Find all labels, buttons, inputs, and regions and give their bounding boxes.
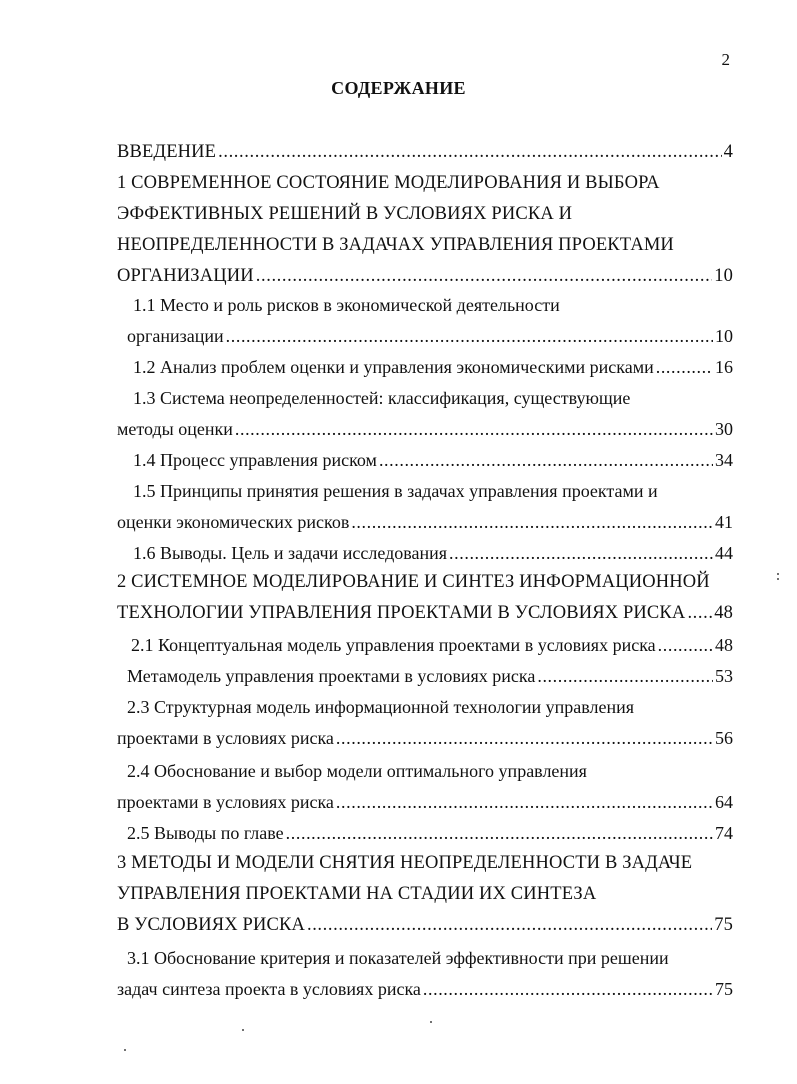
toc-page-number: 16 — [715, 357, 733, 377]
toc-leader-dots — [449, 538, 713, 568]
toc-entry-text: ТЕХНОЛОГИИ УПРАВЛЕНИЯ ПРОЕКТАМИ В УСЛОВИЯХ РИСКА — [117, 603, 686, 623]
toc-entry-text: оценки экономических рисков — [117, 512, 350, 532]
toc-entry-chapter-3[interactable] — [117, 910, 733, 940]
toc-entry-section-1-1[interactable] — [127, 321, 733, 351]
toc-chapter-3-line[interactable]: УПРАВЛЕНИЯ ПРОЕКТАМИ НА СТАДИИ ИХ СИНТЕЗА — [117, 884, 597, 904]
toc-entry-text: ВВЕДЕНИЕ — [117, 142, 217, 162]
scan-speck — [430, 1021, 432, 1023]
scan-speck — [242, 1029, 244, 1031]
toc-leader-dots — [656, 352, 713, 382]
toc-entry-chapter-2[interactable] — [117, 598, 733, 628]
toc-section-1-1-line[interactable]: 1.1 Место и роль рисков в экономической деятельности — [133, 295, 560, 315]
page-title: СОДЕРЖАНИЕ — [331, 78, 466, 98]
toc-entry-section-1-3[interactable] — [117, 414, 733, 444]
toc-page-number: 44 — [715, 543, 733, 563]
toc-section-2-4-line[interactable]: 2.4 Обоснование и выбор модели оптимального управления — [127, 761, 587, 781]
toc-section-2-3-line[interactable]: 2.3 Структурная модель информационной технологии управления — [127, 697, 634, 717]
toc-chapter-2-line[interactable]: 2 СИСТЕМНОЕ МОДЕЛИРОВАНИЕ И СИНТЕЗ ИНФОРМАЦИОННОЙ — [117, 572, 710, 592]
toc-page-number: 48 — [715, 635, 733, 655]
toc-leader-dots — [286, 818, 713, 848]
toc-section-3-1-line[interactable]: 3.1 Обоснование критерия и показателей эффективности при решении — [127, 948, 669, 968]
toc-page-number: 74 — [715, 823, 733, 843]
toc-page-number: 4 — [723, 142, 733, 162]
toc-leader-dots — [307, 910, 712, 940]
toc-page-number: 75 — [714, 915, 733, 935]
toc-entry-text: 1.2 Анализ проблем оценки и управления экономическими рисками — [133, 357, 654, 377]
toc-entry-text: В УСЛОВИЯХ РИСКА — [117, 915, 305, 935]
toc-leader-dots — [256, 261, 712, 291]
toc-chapter-1-line[interactable]: 1 СОВРЕМЕННОЕ СОСТОЯНИЕ МОДЕЛИРОВАНИЯ И ВЫБОРА — [117, 173, 660, 193]
toc-entry-section-3-1[interactable] — [117, 974, 733, 1004]
toc-chapter-1-line[interactable]: ЭФФЕКТИВНЫХ РЕШЕНИЙ В УСЛОВИЯХ РИСКА И — [117, 204, 573, 224]
toc-page-number: 53 — [715, 666, 733, 686]
toc-entry-section-1-5[interactable] — [117, 507, 733, 537]
toc-page-number: 64 — [715, 792, 733, 812]
toc-page-number: 56 — [715, 728, 733, 748]
toc-entry-chapter-1[interactable] — [117, 261, 733, 291]
scan-speck — [777, 573, 779, 575]
toc-entry-text: 1.6 Выводы. Цель и задачи исследования — [133, 543, 448, 563]
toc-leader-dots — [423, 974, 713, 1004]
page-number: 2 — [721, 50, 730, 69]
scan-speck — [777, 578, 779, 580]
toc-leader-dots — [218, 137, 721, 167]
toc-page-number: 48 — [714, 603, 733, 623]
toc-page-number: 10 — [715, 326, 733, 346]
toc-leader-dots — [537, 661, 713, 691]
toc-leader-dots — [379, 445, 713, 475]
toc-entry-text: проектами в условиях риска — [117, 728, 334, 748]
toc-entry-section-2-1[interactable] — [131, 630, 733, 660]
toc-chapter-1-line[interactable]: НЕОПРЕДЕЛЕННОСТИ В ЗАДАЧАХ УПРАВЛЕНИЯ ПРОЕКТАМИ — [117, 235, 674, 255]
toc-entry-text: методы оценки — [117, 419, 233, 439]
toc-entry-section-2-3[interactable] — [117, 723, 733, 753]
toc-entry-section-2-5[interactable] — [127, 818, 733, 848]
toc-leader-dots — [336, 723, 713, 753]
toc-page-number: 34 — [715, 450, 733, 470]
toc-entry-text: проектами в условиях риска — [117, 792, 334, 812]
toc-entry-section-1-2[interactable] — [133, 352, 733, 382]
toc-entry-introduction[interactable] — [117, 137, 733, 167]
toc-entry-text: 1.4 Процесс управления риском — [133, 450, 377, 470]
toc-entry-text: 2.5 Выводы по главе — [127, 823, 284, 843]
scan-speck — [124, 1049, 126, 1051]
toc-leader-dots — [226, 321, 713, 351]
toc-entry-text: задач синтеза проекта в условиях риска — [117, 979, 421, 999]
toc-section-1-5-line[interactable]: 1.5 Принципы принятия решения в задачах управления проектами и — [133, 481, 658, 501]
toc-entry-text: Метамодель управления проектами в условиях риска — [127, 666, 536, 686]
toc-entry-section-2-4[interactable] — [117, 787, 733, 817]
toc-leader-dots — [235, 414, 713, 444]
toc-entry-section-2-2[interactable] — [127, 661, 733, 691]
toc-section-1-3-line[interactable]: 1.3 Система неопределенностей: классификация, существующие — [133, 388, 631, 408]
toc-entry-text: организации — [127, 326, 224, 346]
toc-entry-text: ОРГАНИЗАЦИИ — [117, 266, 254, 286]
toc-page-number: 41 — [715, 512, 733, 532]
toc-entry-section-1-4[interactable] — [133, 445, 733, 475]
toc-page-number: 30 — [715, 419, 733, 439]
toc-page-number: 75 — [715, 979, 733, 999]
toc-leader-dots — [336, 787, 713, 817]
toc-entry-section-1-6[interactable] — [133, 538, 733, 568]
toc-page-number: 10 — [714, 266, 733, 286]
toc-entry-text: 2.1 Концептуальная модель управления проектами в условиях риска — [131, 635, 656, 655]
toc-chapter-3-line[interactable]: 3 МЕТОДЫ И МОДЕЛИ СНЯТИЯ НЕОПРЕДЕЛЕННОСТИ В ЗАДАЧЕ — [117, 853, 693, 873]
toc-leader-dots — [351, 507, 713, 537]
toc-leader-dots — [687, 598, 712, 628]
toc-leader-dots — [658, 630, 713, 660]
